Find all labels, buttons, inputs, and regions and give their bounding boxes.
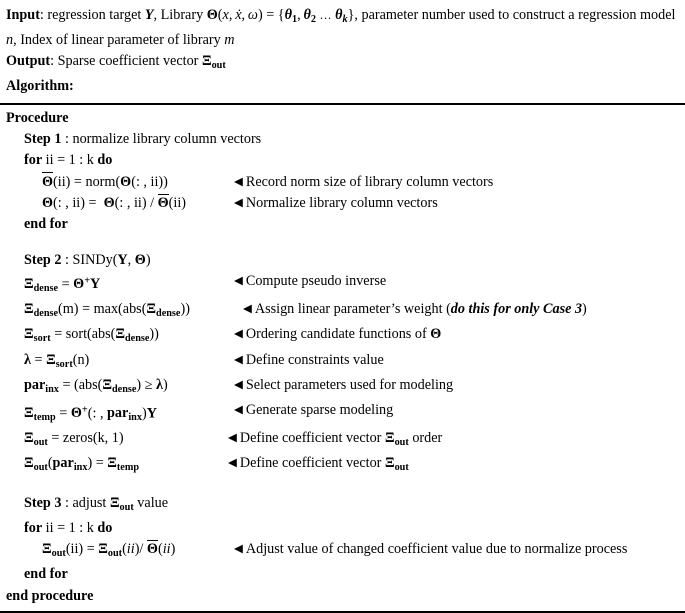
step3-title-text: : adjust $\Xi_{out}$ value [61, 494, 169, 513]
arrow-icon: ◀ [234, 543, 243, 556]
step1-for-close [6, 214, 679, 235]
step2-line-2-emphasis: do this for only Case 3 [450, 301, 583, 318]
arrow-icon: ◀ [234, 175, 243, 188]
procedure-label: Procedure [6, 109, 69, 126]
algorithm-line [6, 76, 679, 97]
step2-line-1-comment [234, 271, 386, 292]
algorithm-header [0, 0, 685, 97]
step2-line-6-code: $\Xi_{temp} = \Theta^+$(: , par$_{inx}$)Y [24, 404, 157, 423]
arrow-icon: ◀ [234, 353, 243, 366]
end-procedure-label: end procedure [6, 587, 94, 604]
spacer-1 [6, 236, 679, 250]
step2-line-4-comment-text: Define constraints value [245, 351, 384, 368]
step2-line-6-comment-text: Generate sparse modeling [245, 401, 394, 418]
spacer-2 [6, 479, 679, 493]
input-text-2: , Library [153, 7, 207, 23]
step2-line-8-comment: ◀ Define coefficient vector $\Xi_{out}$ [228, 455, 409, 474]
algorithm-label: Algorithm: [6, 78, 74, 95]
input-target-symbol: Y [144, 7, 154, 23]
arrow-icon: ◀ [234, 328, 243, 341]
step2-line-3-comment: ◀ Ordering candidate functions of Θ [234, 326, 442, 343]
step2-line-5 [6, 375, 679, 400]
input-line [6, 5, 679, 51]
step1-end-for-label: end for [24, 216, 68, 233]
step3-line-1-code: $\Xi_{out}(ii) = \Xi_{out}(ii)/$ Θ(ii) [42, 541, 176, 559]
step2-line-1-comment-text: Compute pseudo inverse [245, 272, 387, 289]
output-line [6, 51, 679, 76]
step1-line-1-comment-text: Record norm size of library column vectors [245, 173, 494, 190]
step1-for-open: for ii = 1 : k do [24, 152, 113, 169]
step1-line-2-comment [234, 193, 438, 214]
input-library-expression: Θ(x, ẋ, $\omega) = \{\theta_1$, $\theta_2$ … $\theta_k$} [206, 7, 355, 25]
step2-line-1-code: $\Xi_{dense} = \Theta^+Y$ [24, 275, 101, 294]
input-n-symbol: n [6, 32, 14, 49]
step2-line-7-comment: ◀ Define coefficient vector $\Xi_{out}$ order [228, 430, 443, 449]
step2-line-7 [6, 428, 679, 453]
step1-line-1-comment [234, 172, 493, 193]
input-label: Input [6, 7, 40, 23]
output-xi-out-symbol: $\Xi_{out}$ [201, 52, 226, 71]
arrow-icon: ◀ [234, 378, 243, 391]
arrow-icon: ◀ [234, 274, 243, 287]
step2-line-2-code: $\Xi_{dense}(m) = \max(abs(\Xi_{dense}))$ [24, 301, 190, 320]
step1-line-2 [6, 193, 679, 214]
step3-line-1-comment [234, 539, 627, 560]
procedure-heading [6, 108, 679, 129]
step1-line-1-code: Θ(ii) = norm(Θ(: , ii)) [42, 173, 168, 190]
step2-line-2-comment: ◀ Assign linear parameter’s weight (do this for only Case 3) [243, 301, 587, 318]
step2-title [6, 250, 679, 271]
step2-line-4-comment [234, 350, 384, 371]
step2-title-text: : SINDy(Y, Θ) [61, 251, 151, 268]
input-text-1: : regression target [39, 7, 145, 23]
step3-title [6, 493, 679, 518]
step2-line-1 [6, 271, 679, 299]
arrow-icon: ◀ [228, 432, 237, 445]
step1-line-1 [6, 172, 679, 193]
step2-line-4 [6, 350, 679, 375]
input-m-symbol: m [224, 32, 235, 49]
step1-title-text: : normalize library column vectors [61, 131, 262, 148]
step3-line-1-comment-text: Adjust value of changed coefficient value due to normalize process [245, 541, 628, 558]
end-procedure [6, 586, 679, 607]
step2-line-3 [6, 324, 679, 349]
step1-title [6, 129, 679, 150]
step2-line-3-code: $\Xi_{sort}$ = $sort(abs(\Xi_{dense}))$ [24, 326, 159, 345]
step2-line-4-code: $\lambda = \Xi_{sort}(n)$ [24, 351, 90, 370]
step3-end-for-label: end for [24, 566, 68, 583]
step2-line-6 [6, 400, 679, 428]
step3-label: Step 3 [24, 494, 62, 511]
algorithm-body [0, 105, 685, 607]
step2-line-7-code: $\Xi_{out}$ = zeros(k, 1) [24, 430, 124, 449]
step1-line-2-code: Θ(: , ii) = Θ(: , ii) / Θ(ii) [42, 194, 186, 211]
step2-line-8-code: $\Xi_{out}(par_{inx}) = \Xi_{temp}$ [24, 455, 140, 474]
input-text-4: , Index of linear parameter of library [13, 32, 225, 49]
step1-line-2-comment-text: Normalize library column vectors [245, 194, 438, 211]
step2-line-5-code: $par_{inx} = (abs(\Xi_{dense}) \ge \lambda)$ [24, 376, 168, 395]
arrow-icon: ◀ [243, 303, 252, 316]
step3-for-open: for ii = 1 : k do [24, 519, 113, 536]
arrow-icon: ◀ [234, 403, 243, 416]
output-text: : Sparse coefficient vector [50, 52, 202, 69]
step2-line-8 [6, 453, 679, 478]
step2-label: Step 2 [24, 251, 62, 268]
step3-for-close [6, 564, 679, 585]
step2-line-5-comment [234, 375, 453, 396]
step1-label: Step 1 [24, 131, 62, 148]
step2-line-5-comment-text: Select parameters used for modeling [245, 376, 454, 393]
output-label: Output [6, 52, 51, 69]
step2-line-2 [6, 299, 679, 324]
arrow-icon: ◀ [234, 196, 243, 209]
input-text-3: , parameter number used to construct a regression model [354, 7, 676, 23]
step2-line-6-comment [234, 400, 393, 421]
step3-line-1 [6, 539, 679, 564]
arrow-icon: ◀ [228, 457, 237, 470]
